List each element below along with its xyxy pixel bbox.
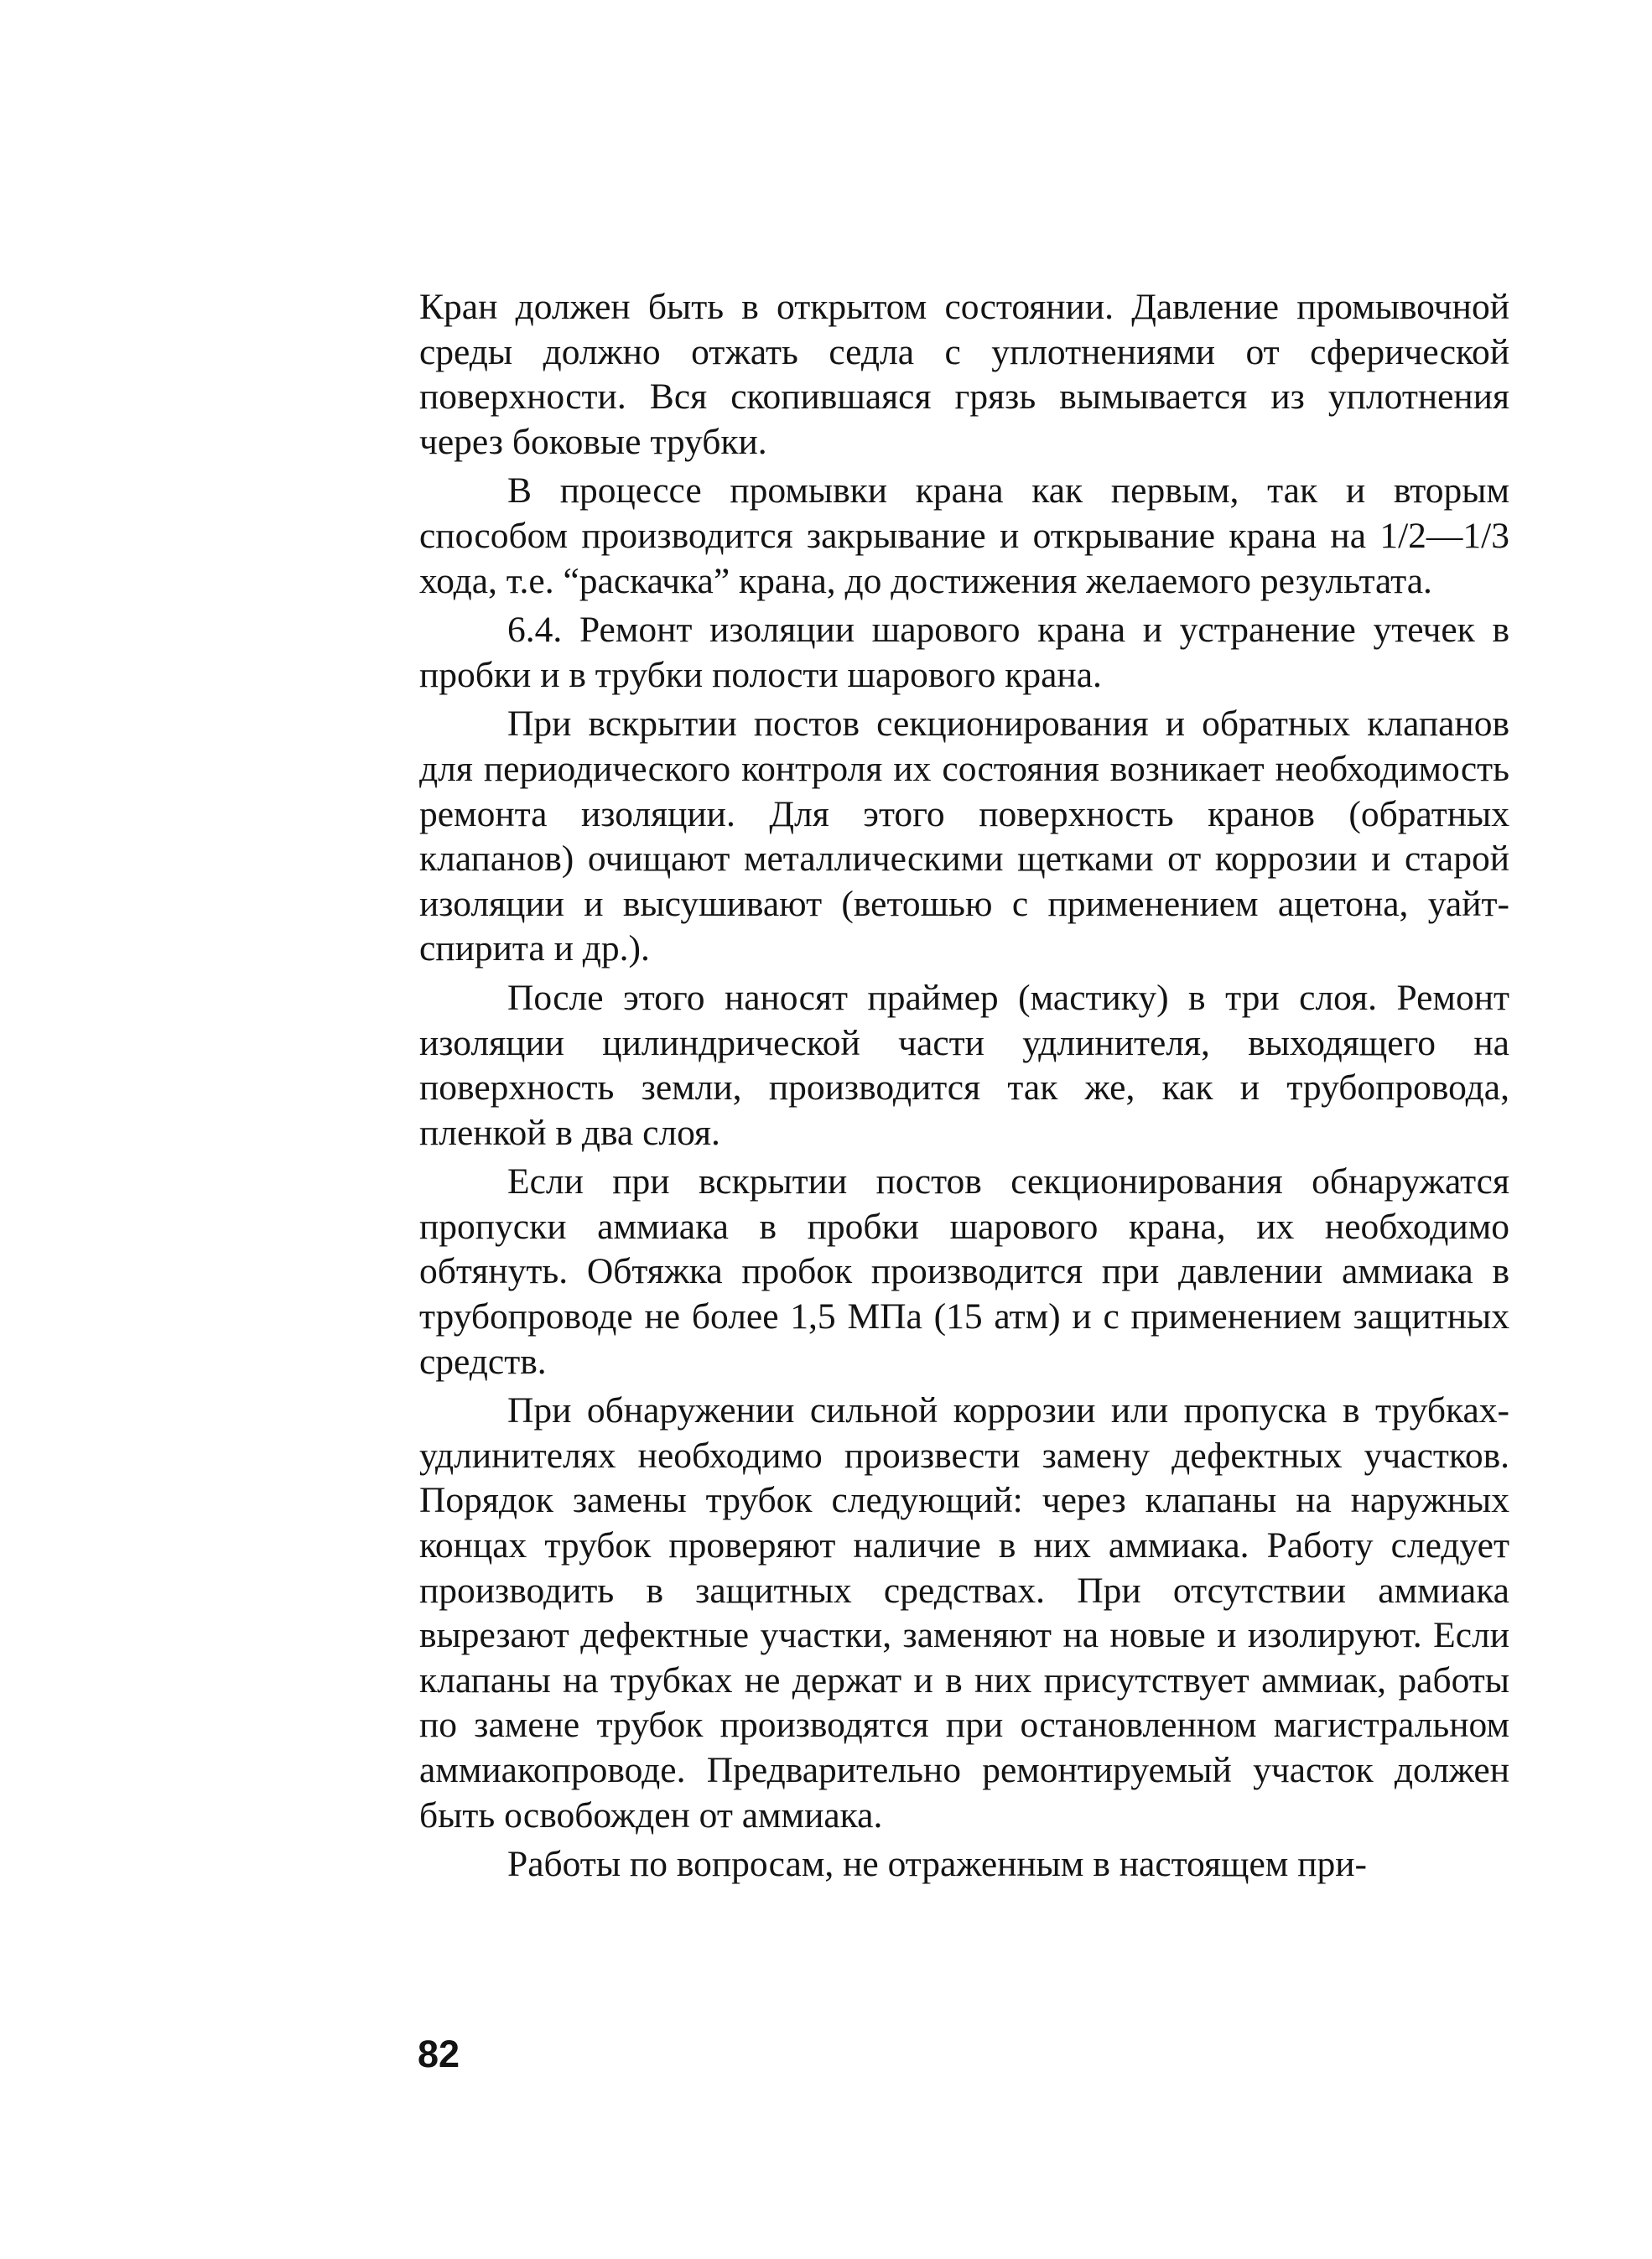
section-heading-6-4: 6.4. Ремонт изоляции шарового крана и устранение утечек в пробки и в трубки полости шарового крана. — [419, 610, 1509, 695]
body-text — [419, 285, 1509, 1892]
page-number: 82 — [418, 2033, 460, 2075]
paragraph: Если при вскрытии постов секционирования обнаружатся пропуски аммиака в пробки шарового крана, их необходимо обтянуть. Обтяжка пробок производится при давлении аммиака в трубопроводе не более 1,5 МПа (15 атм) и с применением защитных средств. — [419, 1161, 1509, 1382]
paragraph: Кран должен быть в открытом состоянии. Давление промывочной среды должно отжать седла с уплотнениями от сферической поверхности. Вся скопившаяся грязь вымывается из уплотнения через боковые трубки. — [419, 287, 1509, 462]
paragraph: Работы по вопросам, не отраженным в настоящем при- — [507, 1844, 1367, 1885]
paragraph: После этого наносят праймер (мастику) в три слоя. Ремонт изоляции цилиндрической части удлинителя, выходящего на поверхность земли, производится так же, как и трубопровода, пленкой в два слоя. — [419, 977, 1509, 1153]
paragraph: При обнаружении сильной коррозии или пропуска в трубках-удлинителях необходимо произвести замену дефектных участков. Порядок замены трубок следующий: через клапаны на наружных концах трубок проверяют наличие в них аммиака. Работу следует производить в защитных средствах. При отсутствии аммиака вырезают дефектные участки, заменяют на новые и изолируют. Если клапаны на трубках не держат и в них присутствует аммиак, работы по замене трубок производятся при остановленном магистральном аммиакопроводе. Предварительно ремонтируемый участок должен быть освобожден от аммиака. — [419, 1390, 1509, 1836]
paragraph: При вскрытии постов секционирования и обратных клапанов для периодического контроля их состояния возникает необходимость ремонта изоляции. Для этого поверхность кранов (обратных клапанов) очищают металлическими щетками от коррозии и старой изоляции и высушивают (ветошью с применением ацетона, уайт-спирита и др.). — [419, 704, 1509, 969]
paragraph: В процессе промывки крана как первым, так и вторым способом производится закрывание и открывание крана на 1/2—1/3 хода, т.е. “раскачка” крана, до достижения желаемого результата. — [419, 470, 1509, 601]
